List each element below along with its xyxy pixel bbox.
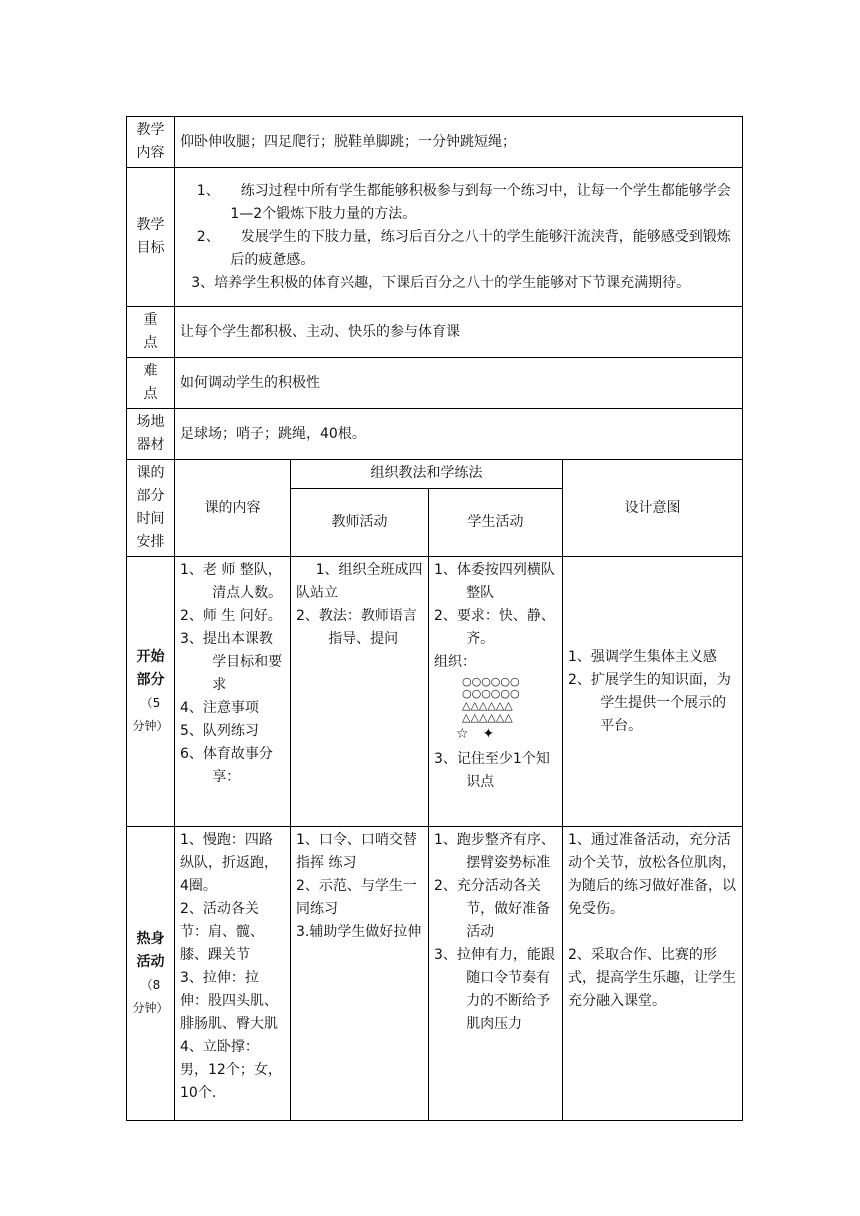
header-methods: 组织教法和学练法 <box>291 460 563 489</box>
list-item: 2、扩展学生的知识面，为学生提供一个展示的平台。 <box>568 671 731 734</box>
list-item: 5、队列练习 <box>180 723 259 739</box>
header-design: 设计意图 <box>563 460 743 557</box>
list-item: 1、跑步整齐有序、摆臂姿势标准 <box>434 832 555 871</box>
list-item: 1、强调学生集体主义感 <box>568 648 717 665</box>
header-content: 课的内容 <box>175 460 291 557</box>
teacher-star-icon: ☆ ✦ <box>456 726 495 742</box>
list-item: 1、慢跑：四路纵队，折返跑，4圈。 <box>180 832 278 894</box>
label-venue: 场地 器材 <box>127 409 175 460</box>
row-difficulty <box>127 358 743 409</box>
list-item: 1、老 师 整队，清点人数。 <box>180 562 283 601</box>
section-start-label: 开始 部分 （5 分钟） <box>127 557 175 827</box>
goals-list <box>175 168 743 307</box>
section-start <box>127 557 743 827</box>
org-label: 组织： <box>434 654 476 670</box>
section-start-design <box>563 557 743 827</box>
list-item: 2、师 生 问好。 <box>180 608 282 624</box>
section-warmup-student <box>429 827 563 1121</box>
row-key <box>127 307 743 358</box>
formation-row: ○○○○○○ <box>462 687 520 700</box>
header-part-time: 课的 部分 时间 安排 <box>127 460 175 557</box>
list-item: 1、通过准备活动，充分活动个关节，放松各位肌肉，为随后的练习做好准备，以免受伤。 <box>568 832 736 917</box>
list-item: 1、体委按四列横队整队 <box>434 562 555 601</box>
section-warmup-content <box>175 827 291 1121</box>
list-item: 3.辅助学生做好拉伸 <box>296 924 422 940</box>
label-content: 教学 内容 <box>127 117 175 168</box>
content-value: 仰卧伸收腿；四足爬行；脱鞋单脚跳；一分钟跳短绳； <box>175 117 743 168</box>
goal-item: 1、 练习过程中所有学生都能够积极参与到每一个练习中，让每一个学生都能够学会1—2个锻炼下肢力量的方法。 <box>196 182 731 222</box>
formation-row: ○○○○○○ <box>462 675 520 688</box>
list-item: 2、示范、与学生一同练习 <box>296 878 417 917</box>
list-item: 3、记住至少1个知识点 <box>434 751 550 790</box>
list-item: 2、活动各关节：肩、髋、膝、踝关节 <box>180 901 264 963</box>
section-warmup-design <box>563 827 743 1121</box>
section-warmup-teacher <box>291 827 429 1121</box>
difficulty-value: 如何调动学生的积极性 <box>175 358 743 409</box>
section-warmup <box>127 827 743 1121</box>
list-item: 3、提出本课教学目标和要求 <box>180 631 283 693</box>
section-start-student <box>429 557 563 827</box>
list-item: 4、立卧撑：男，12个；女，10个. <box>180 1039 282 1101</box>
section-start-content <box>175 557 291 827</box>
list-item: 1、口令、口哨交替指挥 练习 <box>296 832 417 871</box>
header-student: 学生活动 <box>429 488 563 556</box>
label-difficulty: 难 点 <box>127 358 175 409</box>
formation-row: △△△△△△ <box>462 699 513 712</box>
header-teacher: 教师活动 <box>291 488 429 556</box>
row-content <box>127 117 743 168</box>
row-venue <box>127 409 743 460</box>
label-goals: 教学 目标 <box>127 168 175 307</box>
list-item: 2、采取合作、比赛的形式，提高学生乐趣，让学生充分融入课堂。 <box>568 947 736 1009</box>
list-item: 2、教法：教师语言指导、提问 <box>296 608 417 647</box>
list-item: 6、体育故事分享： <box>180 746 273 785</box>
list-item: 1、组织全班成四队站立 <box>296 562 423 601</box>
goal-item: 3、培养学生积极的体育兴趣，下课后百分之八十的学生能够对下节课充满期待。 <box>191 274 691 291</box>
formation-diagram <box>456 675 557 744</box>
row-goals <box>127 168 743 307</box>
lesson-plan-table <box>126 116 743 1121</box>
list-item: 2、充分活动各关节，做好准备活动 <box>434 878 551 940</box>
list-item: 2、要求：快、静、齐。 <box>434 608 555 647</box>
section-warmup-label: 热身 活动 （8 分钟） <box>127 827 175 1121</box>
list-item: 3、拉伸：拉伸：股四头肌、腓肠肌、臀大肌 <box>180 970 278 1032</box>
header-row-1 <box>127 460 743 489</box>
goal-item: 2、 发展学生的下肢力量，练习后百分之八十的学生能够汗流浃背，能够感受到锻炼后的疲惫感。 <box>196 228 731 268</box>
key-value: 让每个学生都积极、主动、快乐的参与体育课 <box>175 307 743 358</box>
label-key: 重 点 <box>127 307 175 358</box>
section-start-teacher <box>291 557 429 827</box>
venue-value: 足球场；哨子；跳绳，40根。 <box>175 409 743 460</box>
list-item: 4、注意事项 <box>180 700 259 716</box>
list-item: 3、拉伸有力，能跟随口令节奏有力的不断给予肌肉压力 <box>434 947 555 1032</box>
formation-row: △△△△△△ <box>462 711 513 724</box>
